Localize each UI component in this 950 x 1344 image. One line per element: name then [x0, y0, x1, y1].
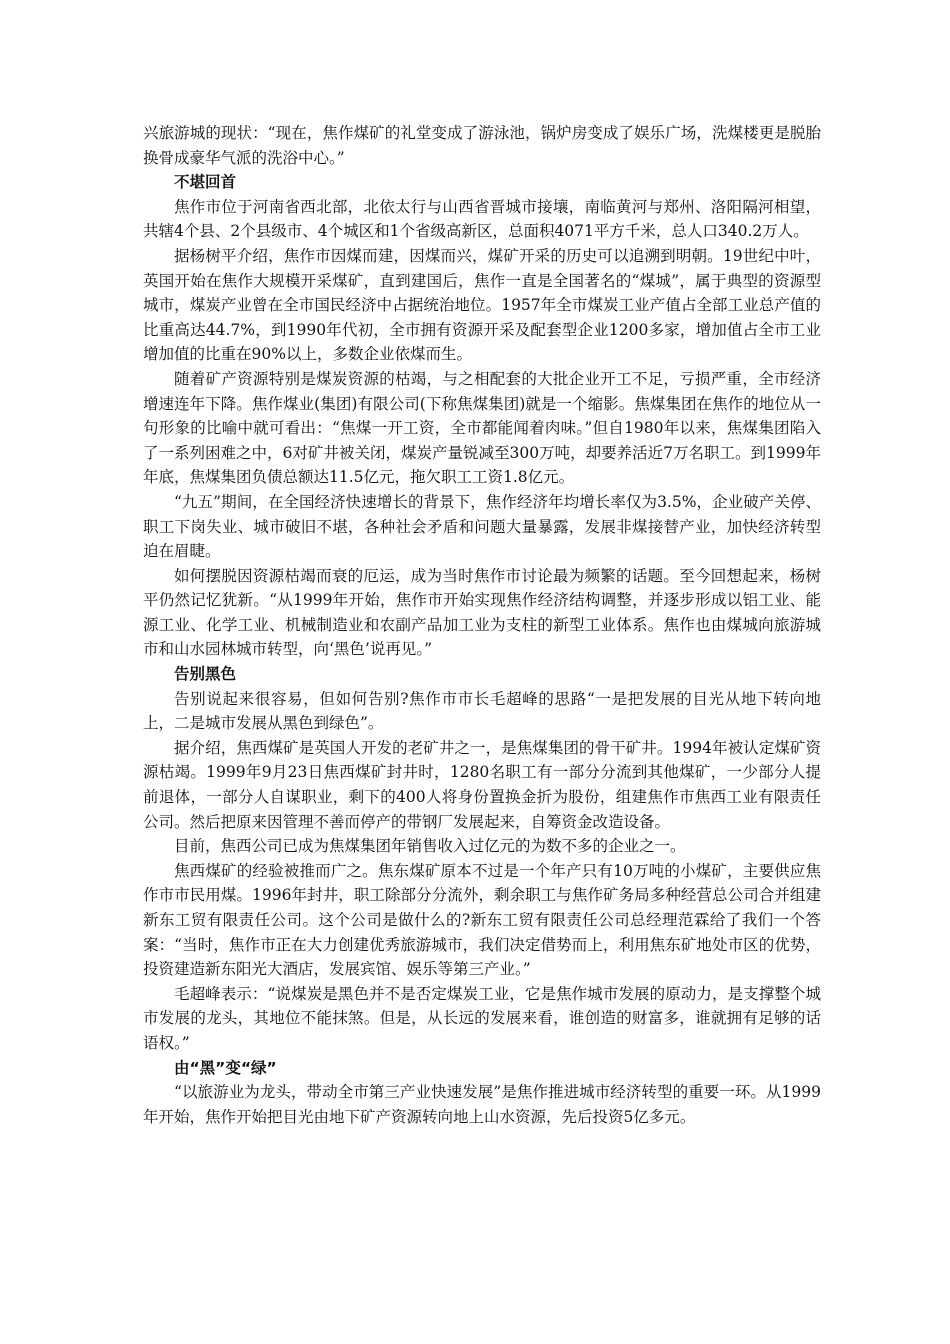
paragraph: 焦西煤矿的经验被推而广之。焦东煤矿原本不过是一个年产只有10万吨的小煤矿，主要供应焦作市市民用煤。1996年封井，职工除部分分流外，剩余职工与焦作矿务局多种经营总公司合并组建新东工贸有限责任公司。这个公司是做什么的?新东工贸有限责任公司总经理范霖给了我们一个答案：“当时，焦作市正在大力创建优秀旅游城市，我们决定借势而上，利用焦东矿地处市区的优势，投资建造新东阳光大酒店，发展宾馆、娱乐等第三产业。” [143, 861, 821, 979]
paragraph: 如何摆脱因资源枯竭而衰的厄运，成为当时焦作市讨论最为频繁的话题。至今回想起来，杨树平仍然记忆犹新。“从1999年开始，焦作市开始实现焦作经济结构调整，并逐步形成以铝工业、能源工业、化学工业、机械制造业和农副产品加工业为支柱的新型工业体系。焦作也由煤城向旅游城市和山水园林城市转型，向‘黑色’说再见。” [143, 566, 821, 659]
section-heading: 由“黑”变“绿” [174, 1058, 277, 1077]
paragraph: 据介绍，焦西煤矿是英国人开发的老矿井之一，是焦煤集团的骨干矿井。1994年被认定煤矿资源枯竭。1999年9月23日焦西煤矿封井时，1280名职工有一部分分流到其他煤矿，一少部分人提前退体，一部分人自谋职业，剩下的400人将身份置换金折为股份，组建焦作市焦西工业有限责任公司。然后把原来因管理不善而停产的带钢厂发展起来，自筹资金改造设备。 [143, 738, 821, 831]
paragraph: 据杨树平介绍，焦作市因煤而建，因煤而兴，煤矿开采的历史可以追溯到明朝。19世纪中叶，英国开始在焦作大规模开采煤矿，直到建国后，焦作一直是全国著名的“煤城”，属于典型的资源型城市，煤炭产业曾在全市国民经济中占据统治地位。1957年全市煤炭工业产值占全部工业总产值的比重高达44.7%，到1990年代初，全市拥有资源开采及配套型企业1200多家，增加值占全市工业增加值的比重在90%以上，多数企业依煤而生。 [143, 246, 821, 364]
paragraph: 告别说起来很容易，但如何告别?焦作市市长毛超峰的思路“一是把发展的目光从地下转向地上，二是城市发展从黑色到绿色”。 [143, 689, 821, 733]
paragraph: 毛超峰表示：“说煤炭是黑色并不是否定煤炭工业，它是焦作城市发展的原动力，是支撑整个城市发展的龙头，其地位不能抹煞。但是，从长远的发展来看，谁创造的财富多，谁就拥有足够的话语权。” [143, 984, 821, 1052]
paragraph: “以旅游业为龙头，带动全市第三产业快速发展”是焦作推进城市经济转型的重要一环。从1999年开始，焦作开始把目光由地下矿产资源转向地上山水资源，先后投资5亿多元。 [143, 1083, 821, 1126]
section-heading: 不堪回首 [174, 173, 237, 192]
document-body [143, 121, 821, 1129]
section-heading: 告别黑色 [174, 665, 237, 684]
paragraph: 焦作市位于河南省西北部，北依太行与山西省晋城市接壤，南临黄河与郑州、洛阳隔河相望，共辖4个县、2个县级市、4个城区和1个省级高新区，总面积4071平方千米，总人口340.2万人。 [143, 197, 821, 241]
paragraph: 目前，焦西公司已成为焦煤集团年销售收入过亿元的为数不多的企业之一。 [174, 837, 686, 856]
paragraph: 随着矿产资源特别是煤炭资源的枯竭，与之相配套的大批企业开工不足，亏损严重，全市经济增速连年下降。焦作煤业(集团)有限公司(下称焦煤集团)就是一个缩影。焦煤集团在焦作的地位从一句形象的比喻中就可看出：“焦煤一开工资，全市都能闻着肉味。”但自1980年以来，焦煤集团陷入了一系列困难之中，6对矿井被关闭，煤炭产量锐减至300万吨，却要养活近7万名职工。到1999年年底，焦煤集团负债总额达11.5亿元，拖欠职工工资1.8亿元。 [143, 369, 821, 487]
paragraph: “九五”期间，在全国经济快速增长的背景下，焦作经济年均增长率仅为3.5%，企业破产关停、职工下岗失业、城市破旧不堪，各种社会矛盾和问题大量暴露，发展非煤接替产业，加快经济转型迫在眉睫。 [143, 492, 821, 561]
paragraph: 兴旅游城的现状：“现在，焦作煤矿的礼堂变成了游泳池，锅炉房变成了娱乐广场，洗煤楼更是脱胎换骨成豪华气派的洗浴中心。” [143, 124, 821, 167]
